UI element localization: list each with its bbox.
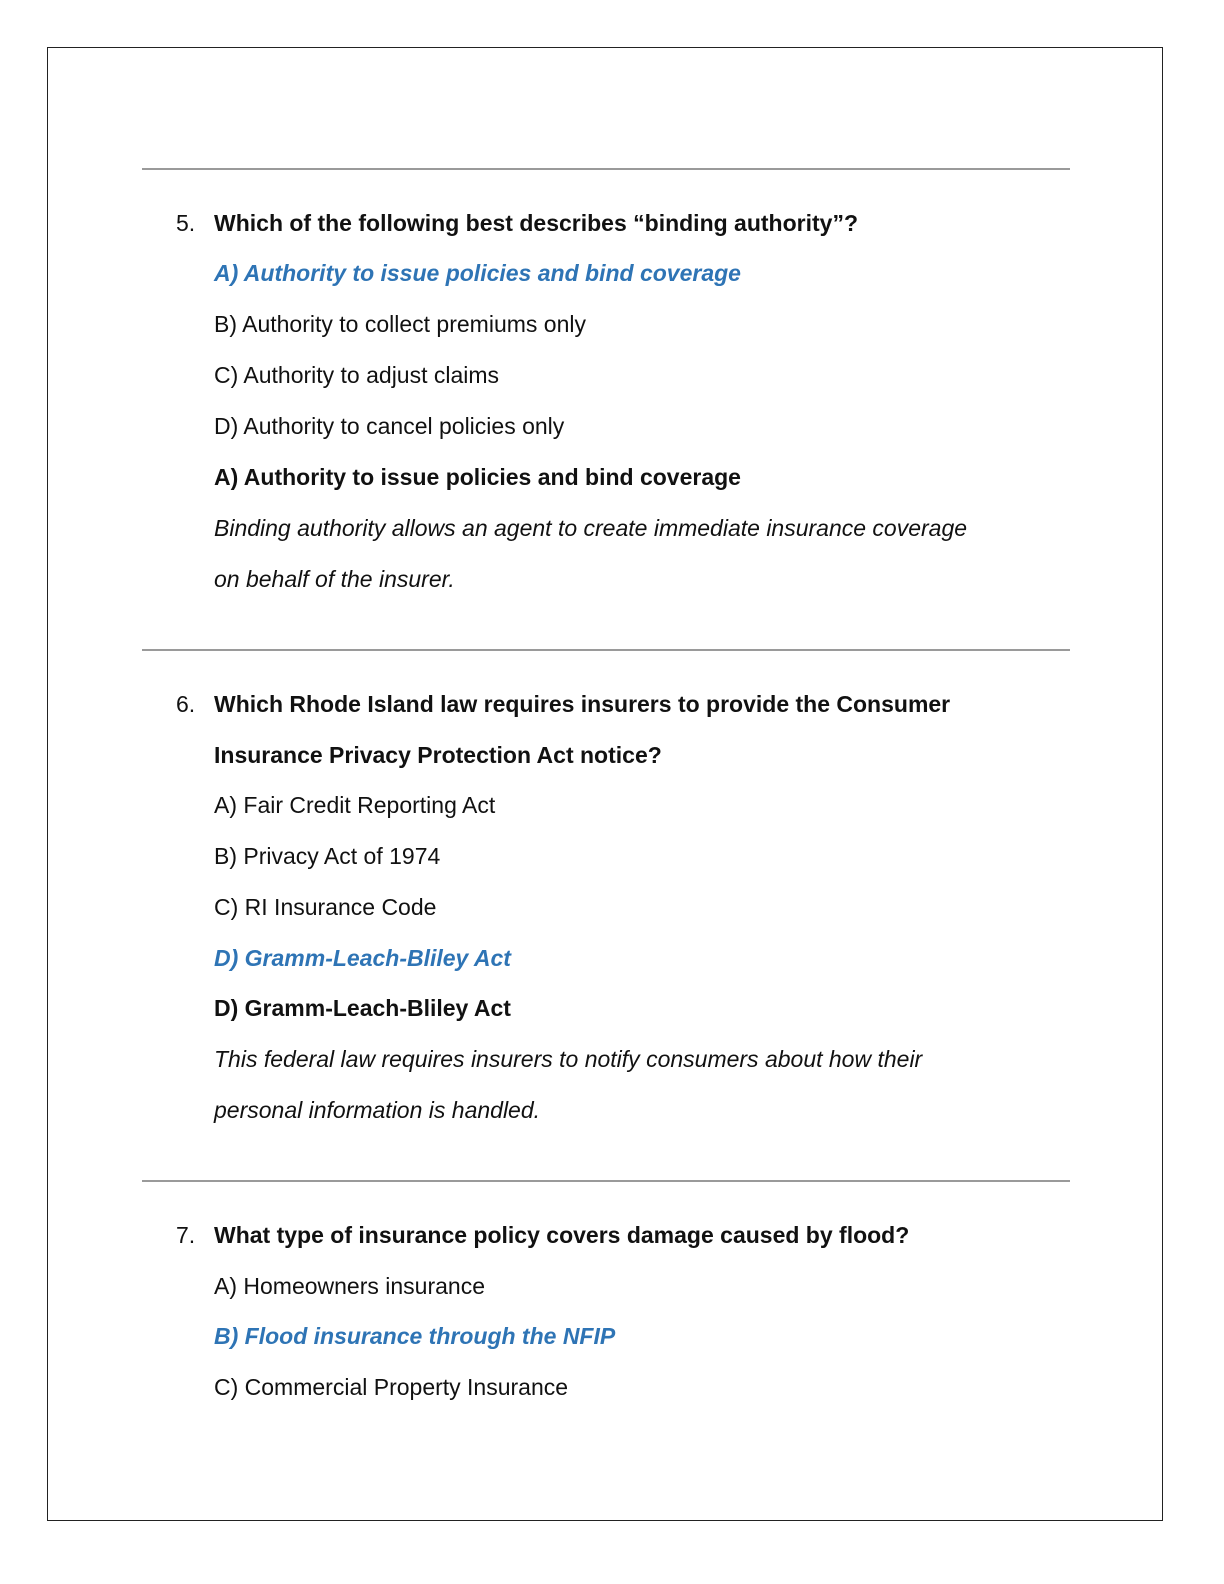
option-a: A) Homeowners insurance <box>214 1273 486 1299</box>
option-a: A) Fair Credit Reporting Act <box>214 792 496 818</box>
divider <box>142 168 1070 170</box>
question-text: Insurance Privacy Protection Act notice? <box>214 742 662 768</box>
explanation-line: This federal law requires insurers to notify consumers about how their <box>214 1046 923 1072</box>
answer: A) Authority to issue policies and bind coverage <box>214 464 741 490</box>
explanation-line: personal information is handled. <box>214 1097 541 1123</box>
option-b: B) Privacy Act of 1974 <box>214 843 441 869</box>
question-number: 5. <box>176 210 196 236</box>
divider <box>142 649 1070 651</box>
option-d-correct: D) Gramm-Leach-Bliley Act <box>214 945 511 971</box>
explanation-line: Binding authority allows an agent to create immediate insurance coverage <box>214 515 968 541</box>
divider <box>142 1180 1070 1182</box>
option-c: C) RI Insurance Code <box>214 894 437 920</box>
option-c: C) Authority to adjust claims <box>214 362 500 388</box>
option-b-correct: B) Flood insurance through the NFIP <box>214 1323 616 1349</box>
question-text: What type of insurance policy covers damage caused by flood? <box>214 1222 910 1248</box>
option-b: B) Authority to collect premiums only <box>214 311 586 337</box>
option-d: D) Authority to cancel policies only <box>214 413 565 439</box>
answer: D) Gramm-Leach-Bliley Act <box>214 995 511 1021</box>
option-c: C) Commercial Property Insurance <box>214 1374 569 1400</box>
question-number: 7. <box>176 1222 196 1248</box>
question-number: 6. <box>176 691 196 717</box>
question-text: Which of the following best describes “binding authority”? <box>214 210 858 236</box>
question-text: Which Rhode Island law requires insurers to provide the Consumer <box>214 691 951 717</box>
option-a-correct: A) Authority to issue policies and bind coverage <box>214 260 741 286</box>
explanation-line: on behalf of the insurer. <box>214 566 455 592</box>
